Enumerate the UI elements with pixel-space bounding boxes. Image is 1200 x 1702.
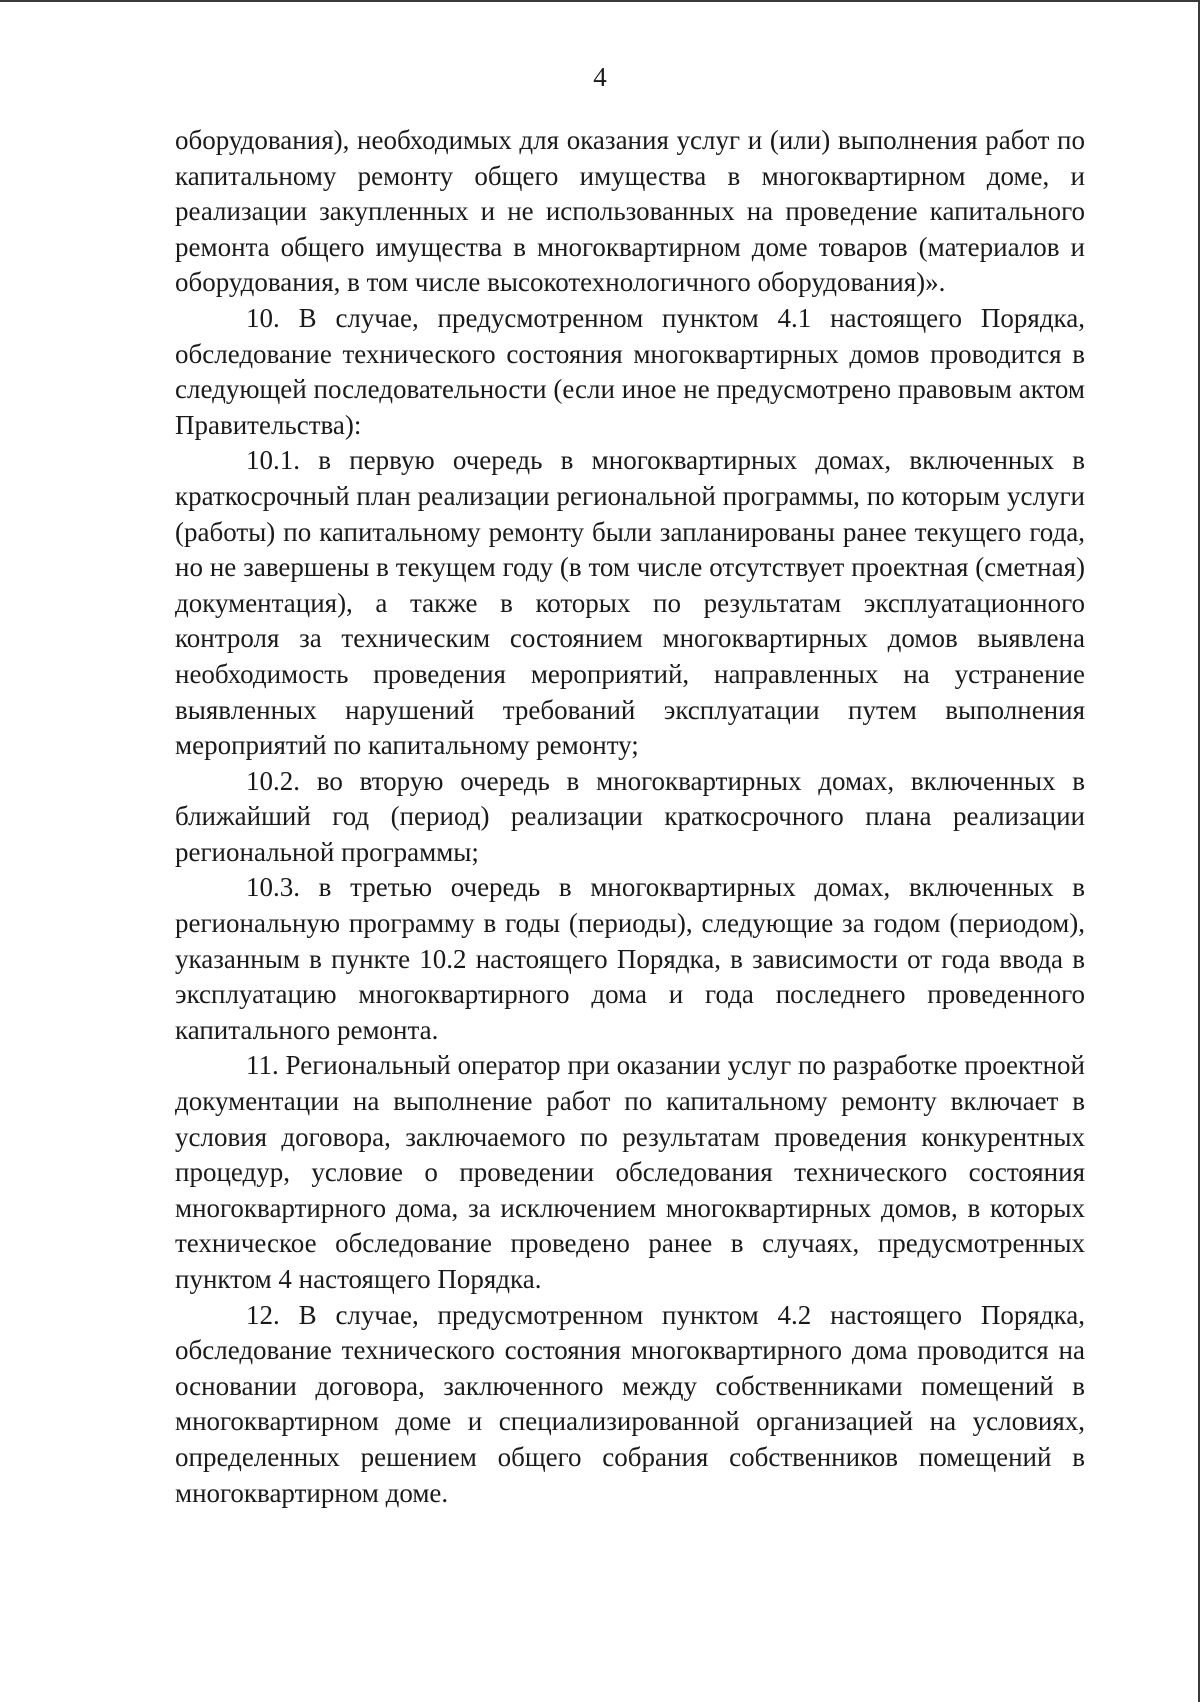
paragraph-item-10-2: 10.2. во вторую очередь в многоквартирных домах, включенных в ближайший год (период) реализации краткосрочного плана реализации региональной программы;: [175, 765, 1085, 867]
paragraph-item-12: 12. В случае, предусмотренном пунктом 4.2 настоящего Порядка, обследование технического состояния многоквартирного дома проводится на основании договора, заключенного между собственниками помещений в многоквартирном доме и специализированной организацией на условиях, определенных решением общего собрания собственников помещений в многоквартирном доме.: [175, 1299, 1085, 1508]
paragraph-continuation: оборудования), необходимых для оказания услуг и (или) выполнения работ по капитальному ремонту общего имущества в многоквартирном доме, и реализации закупленных и не использованных на проведение капитального ремонта общего имущества в многоквартирном доме товаров (материалов и оборудования, в том числе высокотехнологичного оборудования)».: [175, 125, 1085, 298]
paragraph-item-10-3: 10.3. в третью очередь в многоквартирных домах, включенных в региональную программу в годы (периоды), следующие за годом (периодом), указанным в пункте 10.2 настоящего Порядка, в зависимости от года ввода в эксплуатацию многоквартирного дома и года последнего проведенного капитального ремонта.: [175, 872, 1085, 1045]
paragraph-item-11: 11. Региональный оператор при оказании услуг по разработке проектной документации на выполнение работ по капитальному ремонту включает в условия договора, заключаемого по результатам проведения конкурентных процедур, условие о проведении обследования технического состояния многоквартирного дома, за исключением многоквартирных домов, в которых техническое обследование проведено ранее в случаях, предусмотренных пунктом 4 настоящего Порядка.: [175, 1050, 1085, 1294]
page-number: 4: [593, 62, 607, 92]
document-body: [175, 123, 1085, 1511]
scan-edge-top: [0, 0, 1200, 2]
paragraph-item-10-1: 10.1. в первую очередь в многоквартирных домах, включенных в краткосрочный план реализации региональной программы, по которым услуги (работы) по капитальному ремонту были запланированы ранее текущего года, но не завершены в текущем году (в том числе отсутствует проектная (сметная) документация), а также в которых по результатам эксплуатационного контроля за техническим состоянием многоквартирных домов выявлена необходимость проведения мероприятий, направленных на устранение выявленных нарушений требований эксплуатации путем выполнения мероприятий по капитальному ремонту;: [175, 445, 1085, 761]
paragraph-item-10: 10. В случае, предусмотренном пунктом 4.1 настоящего Порядка, обследование технического состояния многоквартирных домов проводится в следующей последовательности (если иное не предусмотрено правовым актом Правительства):: [175, 302, 1085, 440]
